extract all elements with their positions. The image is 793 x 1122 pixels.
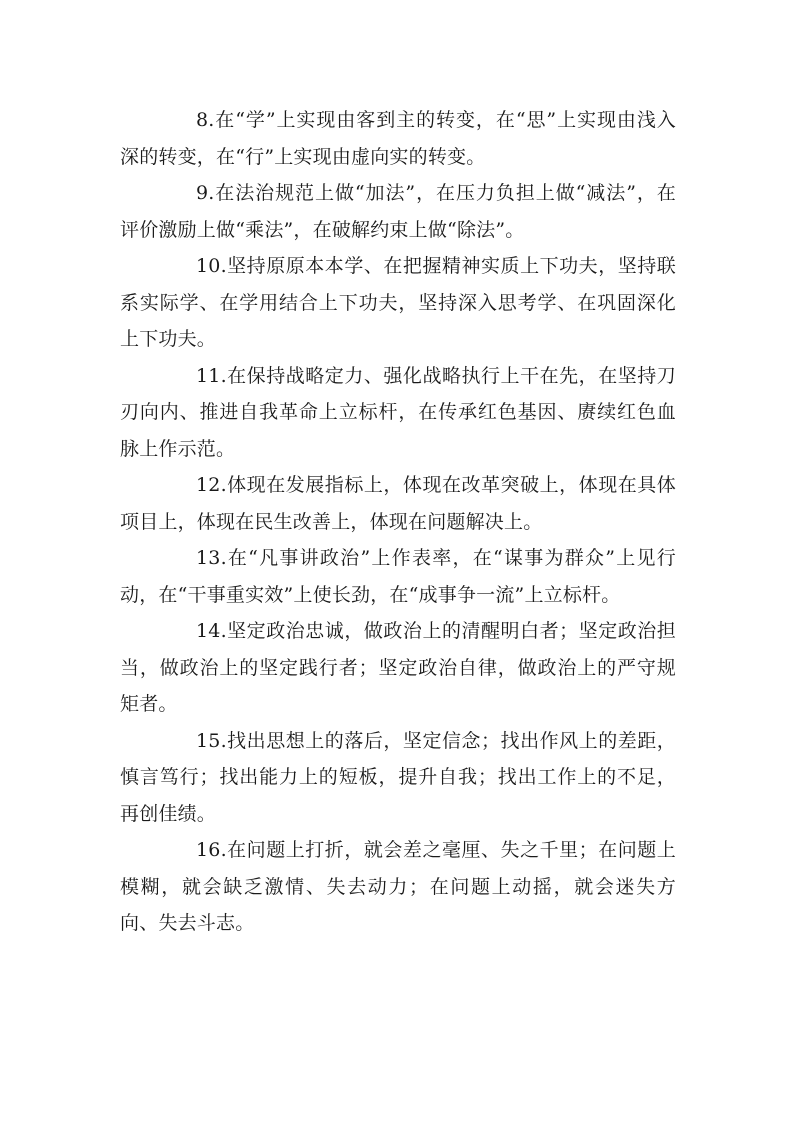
list-item <box>120 248 676 358</box>
item-text: 在问题上打折，就会差之毫厘、失之千里；在问题上模糊，就会缺乏激情、失去动力；在问题上动摇，就会迷失方向、失去斗志。 <box>120 839 676 934</box>
item-text: 找出思想上的落后，坚定信念；找出作风上的差距，慎言笃行；找出能力上的短板，提升自我；找出工作上的不足，再创佳绩。 <box>120 729 676 825</box>
item-text: 在保持战略定力、强化战略执行上干在先，在坚持刀刃向内、推进自我革命上立标杆，在传承红色基因、赓续红色血脉上作示范。 <box>120 364 676 460</box>
item-number: 9. <box>196 182 215 204</box>
list-item <box>120 723 676 833</box>
list-item <box>120 175 676 248</box>
item-text: 在法治规范上做“加法”，在压力负担上做“减法”，在评价激励上做“乘法”，在破解约束上做“除法”。 <box>120 182 676 241</box>
item-number: 10. <box>196 255 227 277</box>
item-number: 12. <box>196 474 227 496</box>
item-number: 11. <box>196 364 227 387</box>
item-number: 13. <box>196 547 227 569</box>
item-text: 在“学”上实现由客到主的转变，在“思”上实现由浅入深的转变，在“行”上实现由虚向实的转变。 <box>120 109 676 168</box>
list-item <box>120 467 676 540</box>
item-text: 坚定政治忠诚，做政治上的清醒明白者；坚定政治担当，做政治上的坚定践行者；坚定政治自律，做政治上的严守规矩者。 <box>120 620 676 715</box>
list-item <box>120 358 676 468</box>
list-item <box>120 832 676 942</box>
item-number: 16. <box>196 839 227 861</box>
document-body <box>120 102 676 942</box>
list-item <box>120 102 676 175</box>
list-item <box>120 540 676 613</box>
item-text: 体现在发展指标上，体现在改革突破上，体现在具体项目上，体现在民生改善上，体现在问题解决上。 <box>120 474 676 533</box>
item-number: 14. <box>196 620 227 642</box>
item-text: 在“凡事讲政治”上作表率，在“谋事为群众”上见行动，在“干事重实效”上使长劲，在“成事争一流”上立标杆。 <box>120 547 676 606</box>
item-text: 坚持原原本本学、在把握精神实质上下功夫，坚持联系实际学、在学用结合上下功夫，坚持深入思考学、在巩固深化上下功夫。 <box>120 255 676 350</box>
list-item <box>120 613 676 723</box>
item-number: 15. <box>196 729 227 752</box>
item-number: 8. <box>196 109 215 131</box>
